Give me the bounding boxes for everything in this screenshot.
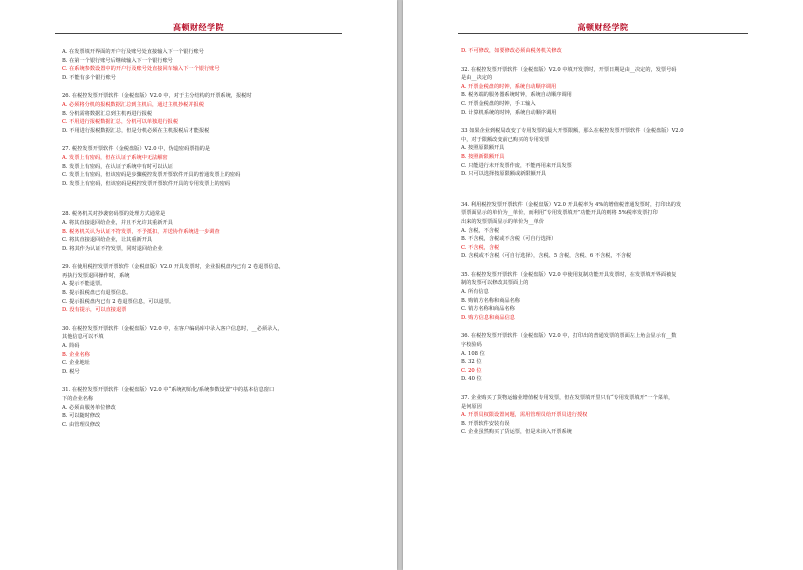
question-stem: 中，对于限额改变前已购买的专用发票: [461, 136, 550, 143]
question-stem: 37. 企业购买了货物运输业增值税专用发票，但在发票填开里只有“专用发票填开”一个菜单，: [461, 395, 674, 401]
question-stem: 32. 在税控发票开票软件（金税盘版）V2.0 中填开发票时，开票日期是由__决定的，发票号码: [461, 66, 677, 73]
answer-option-highlighted: B. 税务机关认为认证不符发票，不予抵扣，并送协作系统进一步调查: [62, 228, 220, 235]
question-stem: 其他信息可以不填: [62, 334, 104, 341]
question-block: [461, 394, 785, 437]
question-stem: 下的企业名称: [62, 396, 94, 402]
answer-option: D. 不用进行报税数据汇总，但是分机必须在主机报税后才能报税: [62, 127, 210, 134]
question-stem: 制的发票可以修改其票面上的: [461, 280, 529, 287]
question-block: [62, 92, 377, 135]
question-stem: 是由__决定的: [461, 75, 493, 82]
answer-option: B. 购销方名称和商品名称: [461, 297, 520, 304]
answer-option: D. 将其作为认证不符发票，同时退回给企业: [62, 245, 163, 252]
answer-option: A. 在发票填开界面的开户行及账号处直接输入下一个银行账号: [62, 49, 204, 55]
question-stem: 34. 利用税控发票开票软件（金税盘版）V2.0 开具税率为 4%的增值税普通发票时，打印出的发: [461, 201, 682, 208]
question-block: [62, 325, 377, 377]
answer-option: C. 销方名称和商品名称: [461, 306, 515, 313]
answer-option: C. 企业虽然购买了货运票，但是未读入开票系统: [461, 429, 572, 436]
answer-option-highlighted: A. 发票上有密码，但在认证子系统中无法解密: [62, 154, 168, 161]
answer-option: A. 108 位: [461, 350, 485, 357]
answer-option: B. 发票上有密码，在认证子系统中有时可以认证: [62, 163, 173, 170]
question-stem: 再执行发票退回操作时，系统: [62, 272, 130, 279]
answer-option-highlighted: C. 不含税，含税: [461, 244, 500, 251]
question-stem: 票票面显示的单价为__单价，而利用“专用发票填开”功能开具的则将 5%税率发票打印: [461, 210, 658, 217]
answer-option: C. 企业地址: [62, 360, 90, 367]
question-block: [461, 66, 785, 118]
document-page-right: [403, 0, 803, 570]
answer-option: D. 发票上有密码，但该密码是税控发票开票软件开具的专用发票上的密码: [62, 180, 231, 187]
answer-option-highlighted: A. 开票金税盘的时钟，系统自动顺序调用: [461, 83, 557, 90]
answer-option: C. 将其直接退回给企业，让其重新开具: [62, 237, 153, 244]
question-block: [461, 127, 785, 179]
question-stem: 30. 在税控发票开票软件（金税盘版）V2.0 中，在客户编码库中录入客户信息时，__必须录入，: [62, 325, 283, 332]
question-stem: 出来的发票票面显示的单价为__单价: [461, 218, 545, 225]
answer-option-highlighted: D. 不可修改，如要修改必须由税务机关修改: [461, 48, 562, 54]
question-stem: 29. 在使用税控发票开票软件（金税盘版）V2.0 开具发票时，企业报税盘内已有 2 卷退票信息，: [62, 264, 285, 271]
answer-option: C. 由管理员修改: [62, 421, 101, 428]
answer-option: D. 含税或不含税（可自行选择），含税、5 含税，含税、6 不含税，不含税: [461, 253, 632, 260]
answer-option: A. 所有信息: [461, 289, 489, 296]
answer-option: C. 提示报税盘内已有 2 卷退票信息，可以退票。: [62, 298, 175, 305]
answer-option: A. 提示不能退票。: [62, 281, 106, 288]
answer-option: C. 只能进行未开发票作废，不能再用来开具发票: [461, 162, 572, 169]
answer-option: A. 必须由服务单位修改: [62, 404, 116, 411]
question-stem: 是何原因: [461, 403, 482, 410]
header-divider: [55, 33, 342, 34]
question-block: [62, 48, 377, 82]
question-stem: 字校验码: [461, 342, 482, 349]
answer-option: D. 计算机系统的时钟，系统自动顺序调用: [461, 109, 557, 116]
answer-option-highlighted: A. 开票员权限设置问题，需用管理员给开票员进行授权: [461, 412, 588, 419]
answer-option: B. 分机需将数据汇总到主机再进行报税: [62, 110, 153, 117]
page-header-title: 高顿财经学院: [173, 23, 224, 32]
answer-option: B. 提示报税盘已有退票信息。: [62, 290, 132, 297]
header-divider: [458, 33, 748, 34]
question-stem: 31. 在税控发票开票软件（金税盘版）V2.0 中“系统初始化/系统参数设置”中的基本信息窗口: [62, 387, 275, 394]
question-block: [461, 201, 785, 261]
question-block: [461, 271, 785, 323]
answer-option-highlighted: B. 企业名称: [62, 351, 90, 358]
question-block: [461, 47, 785, 56]
answer-option-highlighted: C. 20 位: [461, 367, 482, 374]
answer-option: D. 税号: [62, 368, 80, 375]
answer-option: D. 只可以选择按原限额或新限额开具: [461, 171, 547, 178]
answer-option: A. 按照原限额开具: [461, 145, 505, 152]
answer-option: D. 不能有多个银行账号: [62, 74, 116, 81]
question-stem: 26. 在税控发票开票软件（金税盘版）V2.0 中，对于主分结构的开票系统，报税时: [62, 93, 252, 100]
question-stem: 35. 在税控发票开票软件（金税盘版）V2.0 中使用复制功能开具发票时，在发票填开界面被复: [461, 271, 677, 278]
answer-option: B. 32 位: [461, 359, 482, 366]
answer-option: A. 含税，不含税: [461, 227, 500, 234]
answer-option-highlighted: C. 在系统参数设置中的开户行及账号处直接回车输入下一个银行账号: [62, 66, 220, 73]
question-block: [62, 210, 377, 253]
answer-option-highlighted: D. 购方信息和商品信息: [461, 314, 515, 321]
question-block: [461, 332, 785, 384]
question-list: [62, 48, 377, 429]
answer-option: B. 在第一个银行账号后继续输入下一个银行账号: [62, 57, 173, 64]
answer-option: B. 开票软件安装有误: [461, 420, 510, 427]
answer-option: A. 简码: [62, 343, 80, 350]
answer-option: B. 税务端的服务器系统时钟，系统自动顺序调用: [461, 92, 572, 99]
page-header-title: 高顿财经学院: [577, 23, 629, 32]
question-list: [461, 47, 785, 437]
answer-option-highlighted: D. 没有提示，可以直接退票: [62, 307, 127, 314]
answer-option-highlighted: A. 必须将分机的报税数据汇总到主机后，通过主机抄税并报税: [62, 101, 204, 108]
question-stem: 27. 税控发票开票软件（金税盘版）V2.0 中，伪造密码票指的是: [62, 146, 211, 153]
answer-option-highlighted: C. 不用进行报税数据汇总，分机可以单独进行报税: [62, 119, 179, 126]
question-stem: 33 如果企业到税局改变了专用发票的最大开票限额，那么在税控发票开票软件（金税盘版）V2.0: [461, 128, 684, 135]
answer-option: D. 40 位: [461, 376, 482, 383]
question-stem: 36. 在税控发票开票软件（金税盘版）V2.0 中，打印出的普通发票的票面左上角会显示有__数: [461, 333, 677, 340]
question-block: [62, 145, 377, 188]
answer-option: C. 开票金税盘的时钟，手工输入: [461, 100, 536, 107]
question-block: [62, 386, 377, 429]
question-stem: 28. 税务机关对抄袭密码票的处理方式通常是: [62, 211, 166, 218]
question-block: [62, 263, 377, 315]
answer-option: C. 发票上有密码，但该密码是步骤税控发票开票软件开具的普通发票上的密码: [62, 172, 241, 179]
answer-option-highlighted: B. 按照新限额开具: [461, 153, 505, 160]
document-page-left: [0, 0, 397, 570]
answer-option: B. 不含税，含税或不含税（可自行选择）: [461, 236, 557, 243]
answer-option: B. 可以随时修改: [62, 413, 101, 420]
answer-option: A. 将其直接退回给企业，并且不允许其重新开具: [62, 219, 173, 226]
